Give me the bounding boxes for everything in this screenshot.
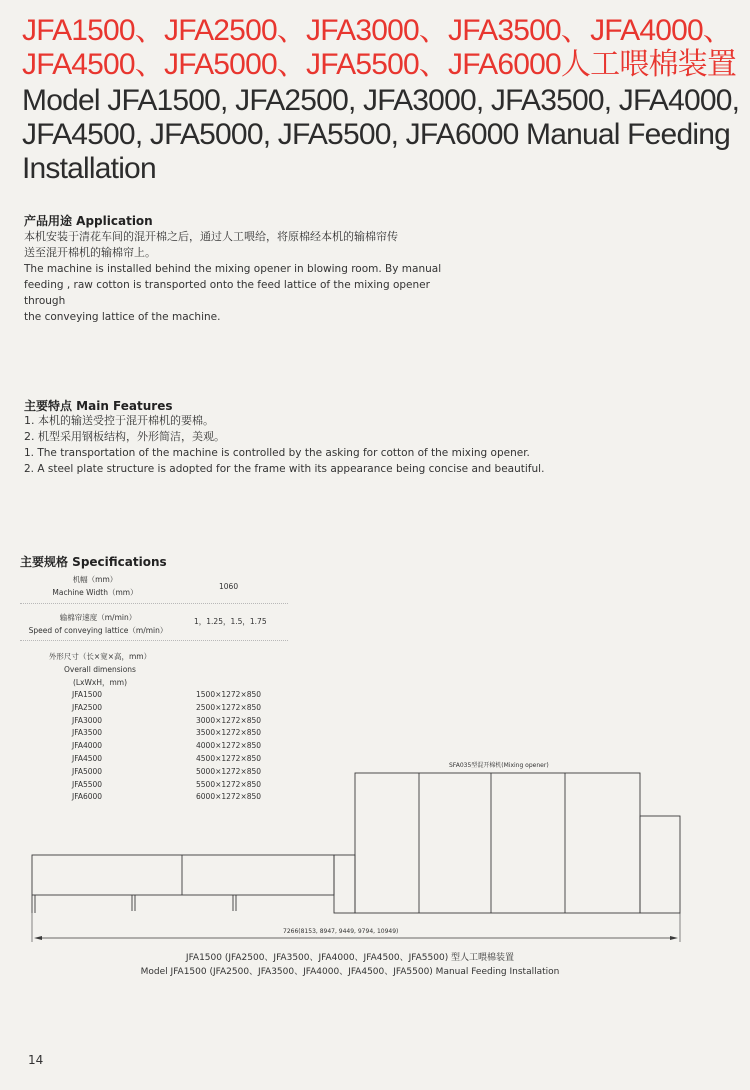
feature-cn-1: 1. 本机的输送受控于混开棉机的要棉。 xyxy=(24,414,214,427)
mixing-opener-body xyxy=(355,773,640,913)
spec-model: JFA1500 xyxy=(72,690,103,699)
mixing-opener-end-box xyxy=(640,816,680,913)
spec-model: JFA6000 xyxy=(72,792,103,802)
application-en-line-1: The machine is installed behind the mixing opener in blowing room. By manual xyxy=(24,263,442,275)
spec-dimension: 5000×1272×850 xyxy=(196,766,262,776)
figure-caption-en: Model JFA1500 (JFA2500、JFA3500、JFA4000、JFA4500、JFA5500) Manual Feeding Installation xyxy=(140,967,560,977)
spec-dimension: 4500×1272×850 xyxy=(196,753,262,763)
application-en-line-3: the conveying lattice of the machine. xyxy=(24,311,221,323)
feeding-installation-body xyxy=(32,855,334,895)
title-en-line-3: Installation xyxy=(22,152,156,185)
application-en-line-2: feeding , raw cotton is transported onto the feed lattice of the mixing opener through xyxy=(24,279,430,307)
feature-en-1: 1. The transportation of the machine is controlled by the asking for cotton of the mixing opener. xyxy=(24,447,530,459)
spec-dimension: 3500×1272×850 xyxy=(196,728,262,738)
spec-dimension: 4000×1272×850 xyxy=(196,741,262,751)
spec-model: JFA5500 xyxy=(72,779,103,789)
spec-dimension: 2500×1272×850 xyxy=(196,702,262,712)
spec-model: JFA4500 xyxy=(72,753,103,763)
spec-model: JFA2500 xyxy=(72,702,103,712)
spec-dim-label-en1: Overall dimensions xyxy=(64,665,136,674)
spec-model: JFA5000 xyxy=(72,766,103,776)
mixing-opener-label: SFA035型混开棉机(Mixing opener) xyxy=(449,762,549,769)
spec-dimension: 3000×1272×850 xyxy=(196,715,262,725)
spec-speed-label-en: Speed of conveying lattice（m/min） xyxy=(28,626,168,635)
title-en-line-2: JFA4500, JFA5000, JFA5500, JFA6000 Manual Feeding xyxy=(22,118,730,151)
application-cn-line-2: 送至混开棉机的输棉帘上。 xyxy=(24,246,156,259)
spec-model: JFA3000 xyxy=(72,715,103,725)
spec-dimension: 1500×1272×850 xyxy=(196,690,262,699)
title-en-line-1: Model JFA1500, JFA2500, JFA3000, JFA3500, JFA4000, xyxy=(22,84,740,117)
spec-dimension: 6000×1272×850 xyxy=(196,792,262,802)
overall-length-label: 7266(8153, 8947, 9449, 9794, 10949) xyxy=(283,928,399,935)
figure-caption-cn: JFA1500 (JFA2500、JFA3500、JFA4000、JFA4500、JFA5500) 型人工喂棉装置 xyxy=(185,953,515,963)
feature-en-2: 2. A steel plate structure is adopted for the frame with its appearance being concise and beautiful. xyxy=(24,463,545,475)
spec-width-label-en: Machine Width（mm） xyxy=(52,588,138,597)
spec-dim-label-en2: (LxWxH，mm) xyxy=(72,678,128,687)
title-cn-line-1: JFA1500、JFA2500、JFA3000、JFA3500、JFA4000、 xyxy=(22,14,733,47)
feature-cn-2: 2. 机型采用钢板结构，外形简洁，美观。 xyxy=(24,430,225,443)
application-heading: 产品用途 Application xyxy=(24,214,153,228)
title-cn-line-2: JFA4500、JFA5000、JFA5500、JFA6000人工喂棉装置 xyxy=(22,48,737,81)
spec-model: JFA3500 xyxy=(72,728,103,738)
spec-model: JFA4000 xyxy=(72,741,103,751)
spec-width-value: 1060 xyxy=(219,582,239,591)
spec-dim-label-cn: 外形尺寸（长×宽×高，mm） xyxy=(48,652,152,661)
spec-dimension: 5500×1272×850 xyxy=(196,779,262,789)
specifications-heading: 主要规格 Specifications xyxy=(20,555,167,569)
features-heading: 主要特点 Main Features xyxy=(24,399,173,413)
spec-width-label-cn: 机幅（mm） xyxy=(72,575,118,584)
junction-box xyxy=(334,855,355,913)
application-cn-line-1: 本机安装于清花车间的混开棉之后，通过人工喂给，将原棉经本机的输棉帘传 xyxy=(24,230,398,243)
page-number: 14 xyxy=(28,1053,44,1067)
spec-speed-label-cn: 输棉帘速度（m/min） xyxy=(59,613,137,622)
spec-speed-value: 1，1.25，1.5，1.75 xyxy=(194,617,267,626)
